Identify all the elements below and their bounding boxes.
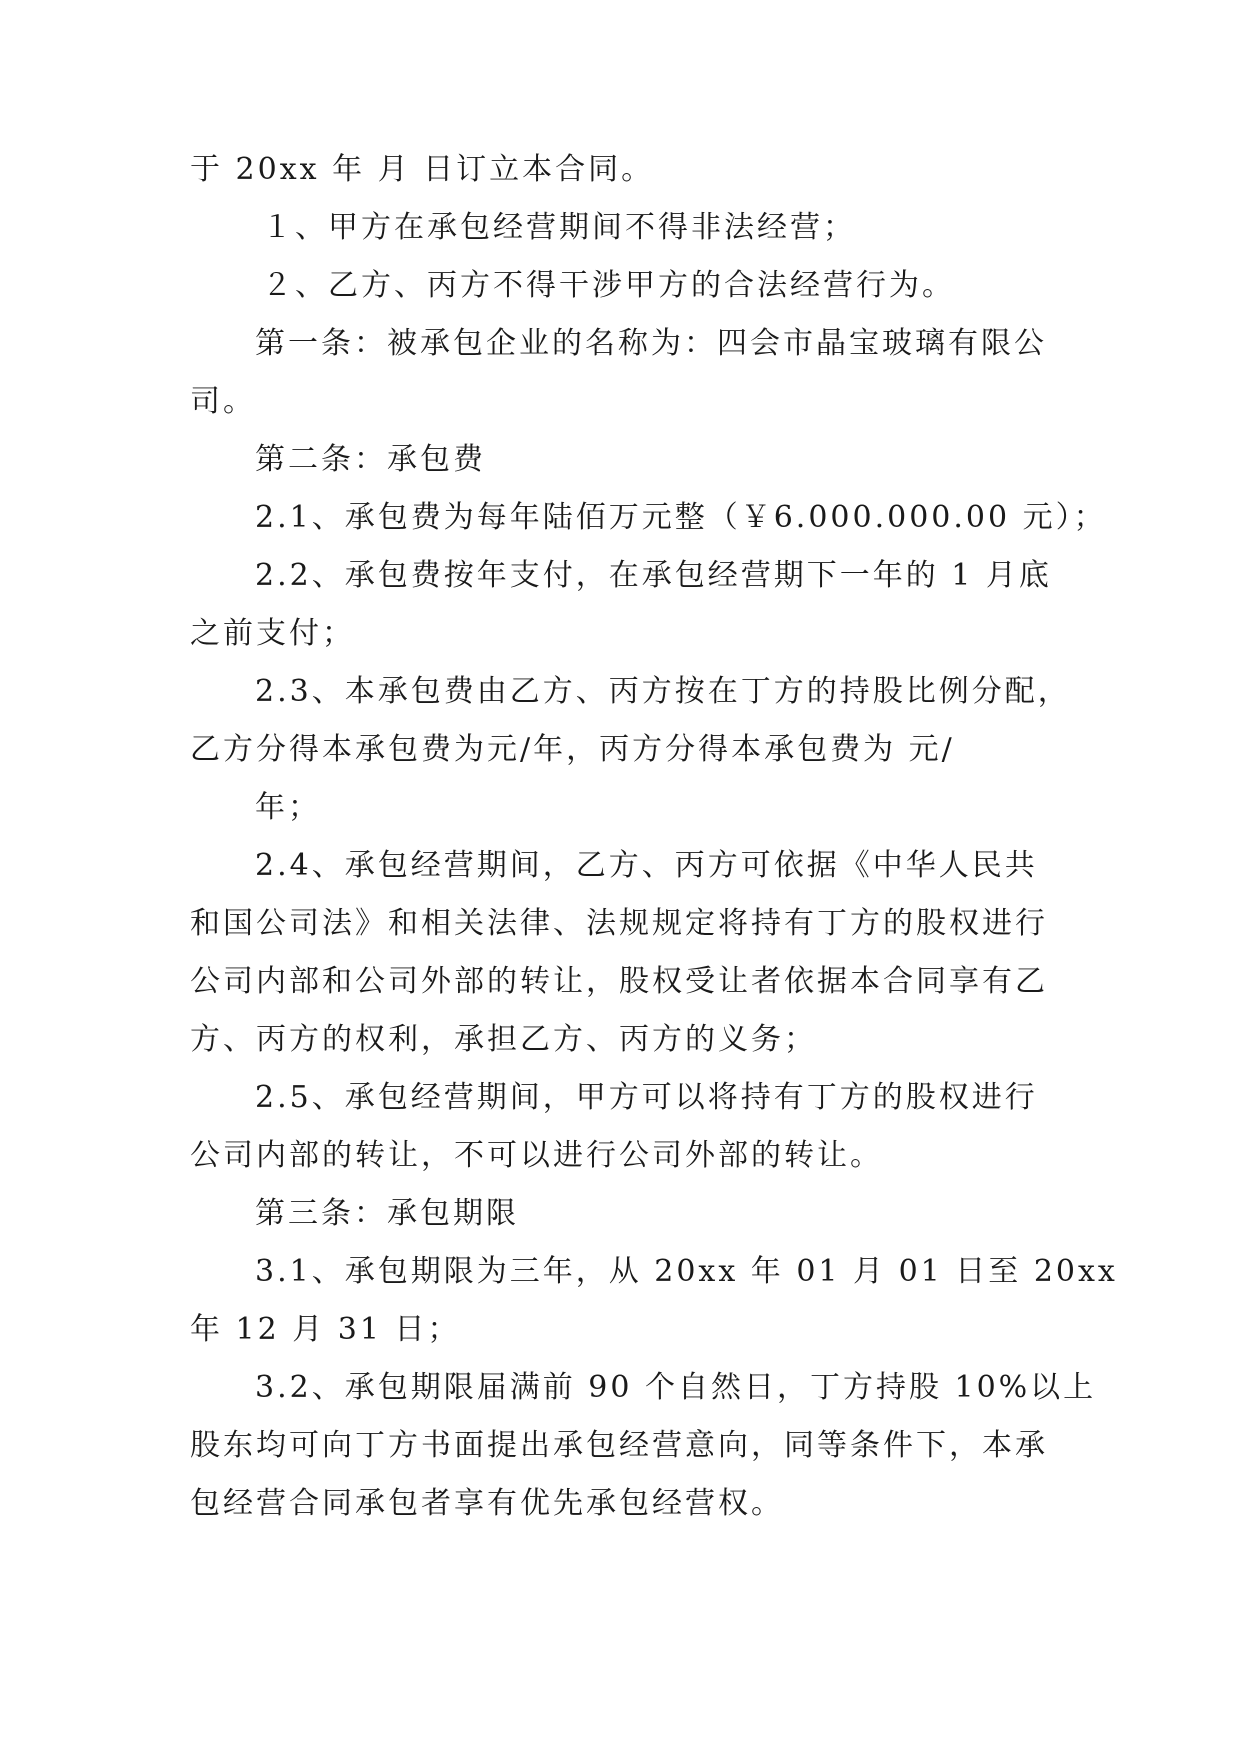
text-line: ２、乙方、丙方不得干涉甲方的合法经营行为。	[262, 268, 955, 303]
section-heading: 第二条：承包费	[255, 442, 486, 477]
text-line: 2.5、承包经营期间，甲方可以将持有丁方的股权进行	[255, 1080, 1038, 1115]
text-line: 2.1、承包费为每年陆佰万元整（￥6.000.000.00 元）；	[255, 500, 1107, 535]
text-line: 司。	[190, 384, 256, 419]
text-line: 于 20xx 年 月 日订立本合同。	[190, 152, 655, 187]
text-line: 公司内部的转让，不可以进行公司外部的转让。	[190, 1138, 883, 1173]
text-line: 之前支付；	[190, 616, 355, 651]
text-line: 年 12 月 31 日；	[190, 1312, 461, 1347]
text-line: 包经营合同承包者享有优先承包经营权。	[190, 1486, 784, 1521]
section-heading: 第三条：承包期限	[255, 1196, 519, 1231]
text-line: 2.4、承包经营期间，乙方、丙方可依据《中华人民共	[255, 848, 1038, 883]
text-line: 第一条：被承包企业的名称为：四会市晶宝玻璃有限公	[255, 326, 1047, 361]
text-line: 3.1、承包期限为三年，从 20xx 年 01 月 01 日至 20xx	[255, 1254, 1118, 1289]
text-line: 和国公司法》和相关法律、法规规定将持有丁方的股权进行	[190, 906, 1048, 941]
text-line: 乙方分得本承包费为元/年，丙方分得本承包费为 元/	[190, 732, 955, 767]
text-line: 公司内部和公司外部的转让，股权受让者依据本合同享有乙	[190, 964, 1048, 999]
text-line: 方、丙方的权利，承担乙方、丙方的义务；	[190, 1022, 817, 1057]
text-line: １、甲方在承包经营期间不得非法经营；	[262, 210, 856, 245]
text-line: 2.2、承包费按年支付，在承包经营期下一年的 1 月底	[255, 558, 1052, 593]
text-line: 3.2、承包期限届满前 90 个自然日，丁方持股 10%以上	[255, 1370, 1097, 1405]
text-line: 股东均可向丁方书面提出承包经营意向，同等条件下，本承	[190, 1428, 1048, 1463]
text-line: 年；	[255, 790, 321, 825]
text-line: 2.3、本承包费由乙方、丙方按在丁方的持股比例分配，	[255, 674, 1071, 709]
